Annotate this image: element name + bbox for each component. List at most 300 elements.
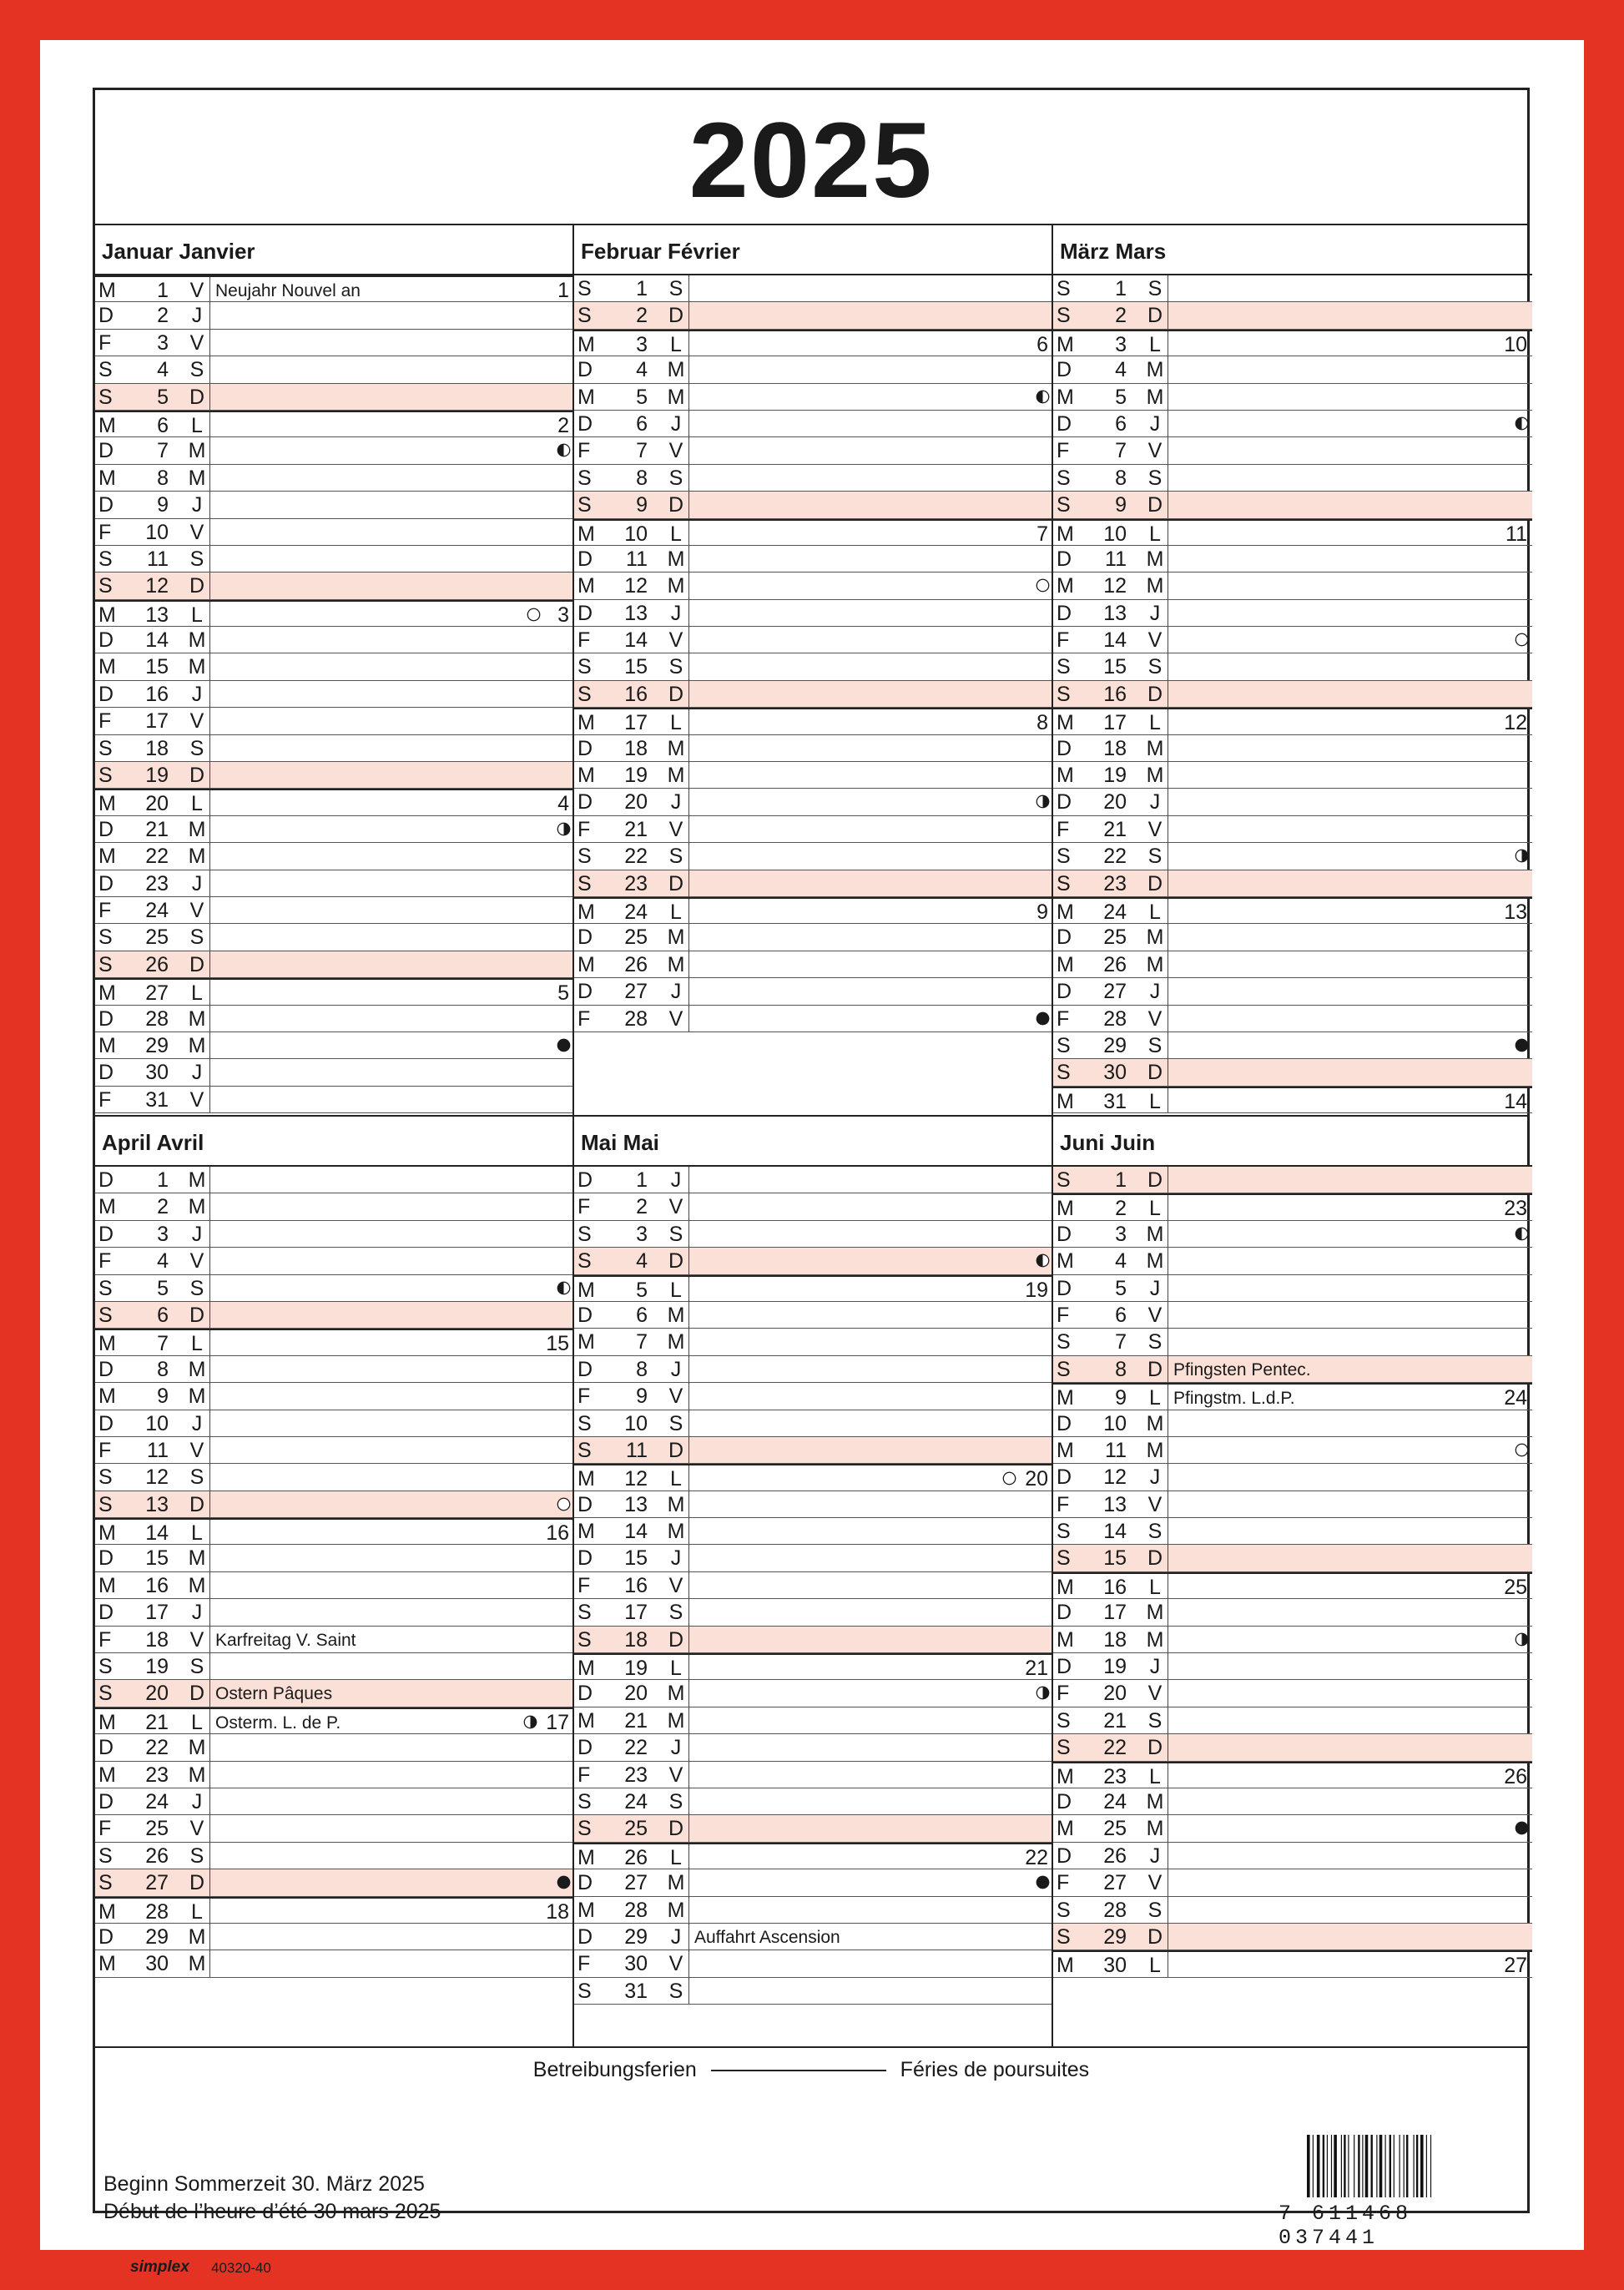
- day-number: 23: [1103, 871, 1127, 895]
- day-number: 17: [624, 1601, 648, 1625]
- day-row: [1053, 1410, 1532, 1437]
- column-divider: [209, 1167, 210, 1193]
- day-number: 25: [145, 926, 169, 950]
- weekday-fr: J: [670, 980, 682, 1004]
- weekday-fr: D: [189, 574, 205, 598]
- weekday-de: D: [1057, 1844, 1072, 1868]
- weekday-fr: L: [1149, 1575, 1161, 1599]
- day-number: 25: [1103, 926, 1127, 950]
- day-number: 8: [157, 1357, 169, 1381]
- day-number: 22: [624, 1736, 648, 1760]
- day-row: [574, 1006, 1053, 1032]
- day-row: [1053, 330, 1532, 356]
- column-divider: [688, 411, 689, 436]
- weekday-fr: M: [1146, 547, 1164, 571]
- column-divider: [209, 1356, 210, 1382]
- weekday-de: S: [577, 304, 592, 328]
- weekday-de: F: [98, 709, 112, 734]
- day-number: 23: [1103, 1764, 1127, 1788]
- weekday-de: D: [1057, 980, 1072, 1004]
- column-divider: [688, 653, 689, 679]
- weekday-fr: M: [1146, 1249, 1164, 1274]
- weekday-de: F: [1057, 439, 1070, 463]
- moon-first-icon: [1036, 390, 1050, 404]
- weekday-de: F: [1057, 1871, 1070, 1895]
- weekday-fr: V: [1147, 1871, 1163, 1895]
- weekday-fr: S: [668, 1411, 683, 1435]
- day-row: [95, 1167, 574, 1193]
- column-divider: [209, 1383, 210, 1409]
- day-number: 25: [624, 1817, 648, 1841]
- weekday-de: S: [1057, 845, 1071, 869]
- day-row: [1053, 1518, 1532, 1545]
- weekday-de: D: [577, 1357, 593, 1381]
- day-row: [1053, 1843, 1532, 1869]
- weekday-de: S: [577, 1411, 592, 1435]
- weekday-fr: V: [189, 898, 204, 922]
- column-divider: [209, 1762, 210, 1788]
- day-number: 30: [145, 1061, 169, 1085]
- weekday-de: S: [98, 358, 113, 382]
- column-divider: [209, 1653, 210, 1679]
- day-row: [95, 924, 574, 951]
- weekday-fr: D: [668, 1817, 684, 1841]
- day-number: 21: [145, 817, 169, 841]
- day-number: 20: [624, 1682, 648, 1706]
- weekday-fr: D: [1147, 1546, 1163, 1571]
- barcode-bar: [1348, 2135, 1349, 2197]
- weekday-fr: D: [1147, 1061, 1163, 1085]
- day-number: 28: [624, 1006, 648, 1031]
- weekday-fr: V: [1147, 1006, 1163, 1031]
- day-number: 15: [624, 1546, 648, 1571]
- barcode-bar: [1389, 2135, 1391, 2197]
- weekday-fr: L: [670, 1657, 682, 1681]
- weekday-fr: D: [1147, 493, 1163, 517]
- weekday-de: S: [1057, 1520, 1071, 1544]
- week-number: 6: [1036, 332, 1048, 356]
- divider-footer: [95, 2046, 1527, 2048]
- column-divider: [688, 1491, 689, 1517]
- weekday-de: D: [98, 628, 114, 653]
- column-divider: [688, 1734, 689, 1760]
- day-number: 7: [157, 1332, 169, 1356]
- day-number: 15: [624, 655, 648, 679]
- weekday-de: M: [577, 1898, 595, 1922]
- weekday-de: M: [577, 764, 595, 788]
- column-divider: [688, 924, 689, 950]
- weekday-de: S: [98, 1871, 113, 1895]
- day-number: 28: [145, 1006, 169, 1031]
- weekday-fr: J: [670, 1924, 682, 1949]
- day-row: [1053, 600, 1532, 627]
- weekday-de: D: [577, 926, 593, 950]
- weekday-de: M: [577, 1278, 595, 1302]
- column-divider: [688, 1248, 689, 1274]
- day-number: 18: [624, 736, 648, 760]
- weekday-fr: M: [667, 926, 685, 950]
- column-divider: [688, 1545, 689, 1571]
- weekday-fr: L: [1149, 332, 1161, 356]
- weekday-de: M: [577, 1467, 595, 1491]
- weekday-de: D: [577, 1682, 593, 1706]
- weekday-fr: L: [670, 900, 682, 924]
- weekday-de: S: [1057, 1924, 1071, 1949]
- weekday-de: M: [1057, 1627, 1074, 1652]
- day-row: [95, 1032, 574, 1059]
- day-number: 13: [145, 1492, 169, 1516]
- calendar-frame: [93, 88, 1530, 2250]
- column-divider: [688, 1762, 689, 1788]
- column-divider: [209, 330, 210, 356]
- column-divider: [209, 897, 210, 923]
- column-divider: [688, 1383, 689, 1409]
- day-number: 10: [1103, 1411, 1127, 1435]
- article-number: 40320-40: [211, 2260, 271, 2276]
- column-divider: [688, 1655, 689, 1679]
- day-row: [95, 1680, 574, 1707]
- day-row: [1053, 546, 1532, 572]
- weekday-de: D: [98, 1222, 114, 1246]
- column-divider: [209, 1006, 210, 1032]
- weekday-de: S: [577, 493, 592, 517]
- column-divider: [688, 870, 689, 896]
- weekday-fr: D: [189, 764, 205, 788]
- weekday-de: D: [1057, 1276, 1072, 1300]
- barcode-bar: [1406, 2135, 1408, 2197]
- column-divider: [688, 521, 689, 545]
- day-row: [574, 843, 1053, 870]
- day-number: 10: [145, 520, 169, 544]
- weekday-de: D: [1057, 601, 1072, 625]
- weekday-de: D: [577, 1492, 593, 1516]
- weekday-de: M: [1057, 1575, 1074, 1599]
- column-divider: [688, 1572, 689, 1598]
- weekday-fr: D: [189, 1492, 205, 1516]
- divider-col-1: [572, 224, 574, 2046]
- column-divider: [688, 1193, 689, 1219]
- day-number: 9: [1115, 493, 1127, 517]
- day-row: [574, 1356, 1053, 1383]
- day-row: [95, 465, 574, 492]
- weekday-de: D: [98, 1546, 114, 1571]
- weekday-de: F: [98, 1627, 112, 1652]
- barcode-bar: [1426, 2135, 1427, 2197]
- day-row: [95, 572, 574, 599]
- weekday-de: S: [98, 1303, 113, 1327]
- day-row: [95, 1897, 574, 1924]
- day-number: 7: [157, 439, 169, 463]
- day-row: [574, 275, 1053, 302]
- weekday-fr: L: [670, 1845, 682, 1869]
- weekday-de: F: [98, 330, 112, 355]
- day-number: 4: [157, 1249, 169, 1274]
- day-row: [95, 411, 574, 437]
- weekday-fr: D: [189, 1682, 205, 1706]
- column-divider: [209, 302, 210, 328]
- column-divider: [209, 412, 210, 436]
- day-row: [1053, 1059, 1532, 1086]
- day-number: 3: [636, 1222, 648, 1246]
- column-divider: [209, 843, 210, 869]
- weekday-fr: D: [189, 1303, 205, 1327]
- day-row: [95, 870, 574, 897]
- moon-first-icon: [1036, 1253, 1050, 1268]
- column-divider: [688, 1815, 689, 1841]
- day-number: 3: [157, 1222, 169, 1246]
- day-number: 12: [624, 574, 648, 598]
- weekday-de: D: [577, 601, 593, 625]
- day-number: 12: [1103, 1465, 1127, 1490]
- day-number: 14: [1103, 1520, 1127, 1544]
- day-number: 21: [624, 1708, 648, 1733]
- weekday-fr: M: [188, 1573, 206, 1597]
- column-divider: [209, 1924, 210, 1950]
- day-row: [574, 1924, 1053, 1950]
- weekday-fr: J: [191, 1789, 203, 1813]
- day-number: 5: [1115, 385, 1127, 409]
- day-row: [574, 1518, 1053, 1545]
- weekday-de: M: [1057, 1089, 1074, 1113]
- barcode-bar: [1344, 2135, 1345, 2197]
- column-divider: [688, 1844, 689, 1869]
- column-divider: [209, 519, 210, 545]
- day-number: 21: [1103, 817, 1127, 841]
- weekday-de: F: [98, 1438, 112, 1462]
- column-divider: [688, 843, 689, 869]
- day-row: [574, 1167, 1053, 1193]
- day-row: [1053, 1193, 1532, 1220]
- weekday-fr: M: [1146, 1411, 1164, 1435]
- day-number: 7: [636, 1330, 648, 1354]
- weekday-fr: J: [191, 1222, 203, 1246]
- moon-full-icon: [527, 608, 541, 622]
- day-row: [95, 1599, 574, 1626]
- column-divider: [209, 492, 210, 517]
- moon-new-icon: [1515, 1821, 1529, 1835]
- weekday-de: S: [98, 1682, 113, 1706]
- day-number: 15: [1103, 655, 1127, 679]
- day-row: [574, 1815, 1053, 1842]
- weekday-fr: M: [188, 439, 206, 463]
- weekday-fr: L: [191, 1332, 203, 1356]
- weekday-de: M: [577, 522, 595, 546]
- day-row: [1053, 1491, 1532, 1518]
- weekday-fr: S: [189, 1844, 204, 1868]
- day-number: 29: [145, 1033, 169, 1057]
- column-divider: [209, 1221, 210, 1247]
- weekday-de: M: [1057, 1817, 1074, 1841]
- day-row: [574, 384, 1053, 411]
- weekday-fr: M: [188, 466, 206, 490]
- day-row: [574, 1491, 1053, 1518]
- weekday-fr: M: [1146, 1627, 1164, 1652]
- weekday-de: M: [98, 655, 116, 679]
- weekday-fr: S: [668, 845, 683, 869]
- weekday-fr: D: [1147, 304, 1163, 328]
- barcode-bar: [1317, 2135, 1320, 2197]
- barcode-bar: [1420, 2135, 1424, 2197]
- weekday-de: D: [98, 1601, 114, 1625]
- weekday-fr: M: [188, 628, 206, 653]
- weekday-de: M: [1057, 764, 1074, 788]
- day-row: [95, 951, 574, 978]
- day-number: 26: [624, 1845, 648, 1869]
- weekday-de: F: [1057, 1303, 1070, 1327]
- day-row: [1053, 1572, 1532, 1599]
- week-number: 15: [546, 1332, 569, 1356]
- column-divider: [688, 437, 689, 463]
- day-number: 8: [1115, 1357, 1127, 1381]
- day-row: [574, 1437, 1053, 1464]
- week-number: 16: [546, 1521, 569, 1546]
- weekday-de: S: [98, 547, 113, 571]
- day-row: [574, 762, 1053, 789]
- weekday-de: S: [577, 682, 592, 706]
- weekday-fr: M: [667, 385, 685, 409]
- day-row: [1053, 519, 1532, 546]
- column-divider: [209, 951, 210, 977]
- day-row: [574, 1734, 1053, 1761]
- day-row: [1053, 1788, 1532, 1815]
- weekday-fr: D: [668, 1438, 684, 1462]
- day-number: 6: [636, 1303, 648, 1327]
- weekday-de: S: [1057, 304, 1071, 328]
- weekday-fr: S: [189, 547, 204, 571]
- day-row: [574, 924, 1053, 951]
- weekday-fr: L: [670, 711, 682, 735]
- day-row: [574, 897, 1053, 924]
- day-number: 5: [636, 1278, 648, 1302]
- column-divider: [209, 924, 210, 950]
- column-divider: [688, 1978, 689, 2004]
- day-number: 20: [145, 1682, 169, 1706]
- day-row: [1053, 897, 1532, 924]
- month-title: Mai Mai: [574, 1115, 1053, 1167]
- day-row: [1053, 1897, 1532, 1924]
- weekday-de: S: [577, 655, 592, 679]
- day-row: [95, 1491, 574, 1518]
- day-row: [574, 735, 1053, 762]
- holiday-legend: [95, 2058, 1527, 2082]
- day-row: [574, 1329, 1053, 1355]
- day-row: [95, 492, 574, 518]
- day-number: 25: [1103, 1817, 1127, 1841]
- day-number: 22: [1103, 1736, 1127, 1760]
- day-number: 26: [145, 952, 169, 976]
- column-divider: [209, 816, 210, 842]
- day-row: [574, 1978, 1053, 2005]
- day-row: [574, 1221, 1053, 1248]
- column-divider: [688, 816, 689, 842]
- barcode-bar: [1365, 2135, 1369, 2197]
- day-number: 6: [157, 1303, 169, 1327]
- weekday-fr: J: [191, 1411, 203, 1435]
- day-number: 11: [1105, 1438, 1127, 1462]
- barcode-bar: [1376, 2135, 1377, 2197]
- weekday-fr: S: [1147, 277, 1163, 300]
- holiday-note: Osterm. L. de P.: [215, 1712, 341, 1733]
- weekday-de: D: [1057, 1601, 1072, 1625]
- day-number: 26: [1103, 952, 1127, 976]
- moon-last-icon: [1515, 849, 1529, 863]
- weekday-fr: M: [188, 1357, 206, 1381]
- weekday-fr: M: [188, 1195, 206, 1219]
- day-row: [574, 1897, 1053, 1924]
- day-number: 13: [1103, 601, 1127, 625]
- day-row: [95, 1653, 574, 1680]
- day-number: 1: [1115, 277, 1127, 300]
- day-number: 16: [624, 1573, 648, 1597]
- moon-new-icon: [1036, 1875, 1050, 1889]
- moon-new-icon: [1036, 1011, 1050, 1026]
- column-divider: [688, 789, 689, 815]
- moon-new-icon: [557, 1038, 571, 1052]
- day-row: [1053, 789, 1532, 815]
- day-row: [1053, 1437, 1532, 1464]
- column-divider: [688, 899, 689, 923]
- day-number: 14: [624, 628, 648, 653]
- barcode-number: 7 611468 037441: [1279, 2202, 1413, 2250]
- weekday-de: D: [577, 1168, 593, 1192]
- year-title: 2025: [688, 101, 934, 220]
- month-title: Juni Juin: [1053, 1115, 1532, 1167]
- weekday-fr: M: [188, 1033, 206, 1057]
- day-number: 4: [636, 358, 648, 382]
- weekday-de: D: [98, 1789, 114, 1813]
- day-row: [574, 1275, 1053, 1302]
- week-number: 22: [1025, 1845, 1048, 1869]
- day-row: [1053, 951, 1532, 978]
- column-divider: [209, 1437, 210, 1463]
- weekday-de: S: [577, 1222, 592, 1246]
- weekday-de: S: [577, 1601, 592, 1625]
- day-number: 21: [624, 817, 648, 841]
- week-number: 1: [557, 279, 569, 302]
- weekday-de: F: [577, 1006, 591, 1031]
- column-divider: [209, 1193, 210, 1219]
- day-row: [1053, 627, 1532, 653]
- column-divider: [209, 1275, 210, 1301]
- day-number: 4: [1115, 1249, 1127, 1274]
- weekday-de: S: [577, 1979, 592, 2003]
- column-divider: [209, 1627, 210, 1652]
- column-divider: [209, 1545, 210, 1571]
- day-row: [1053, 302, 1532, 329]
- day-number: 13: [1103, 1492, 1127, 1516]
- day-number: 17: [1103, 1601, 1127, 1625]
- weekday-de: F: [1057, 817, 1070, 841]
- day-row: [574, 951, 1053, 978]
- weekday-fr: M: [188, 845, 206, 869]
- week-number: 14: [1504, 1089, 1527, 1113]
- day-row: [1053, 1734, 1532, 1761]
- weekday-fr: J: [1149, 980, 1161, 1004]
- column-divider: [209, 1330, 210, 1354]
- weekday-de: S: [577, 277, 592, 300]
- weekday-de: M: [1057, 711, 1074, 735]
- column-divider: [209, 735, 210, 761]
- column-divider: [209, 980, 210, 1004]
- weekday-fr: V: [668, 1573, 683, 1597]
- day-number: 4: [157, 358, 169, 382]
- day-row: [1053, 681, 1532, 708]
- weekday-de: M: [98, 413, 116, 437]
- month-title: Januar Janvier: [95, 224, 574, 275]
- day-number: 18: [145, 736, 169, 760]
- day-number: 16: [624, 682, 648, 706]
- weekday-fr: L: [1149, 522, 1161, 546]
